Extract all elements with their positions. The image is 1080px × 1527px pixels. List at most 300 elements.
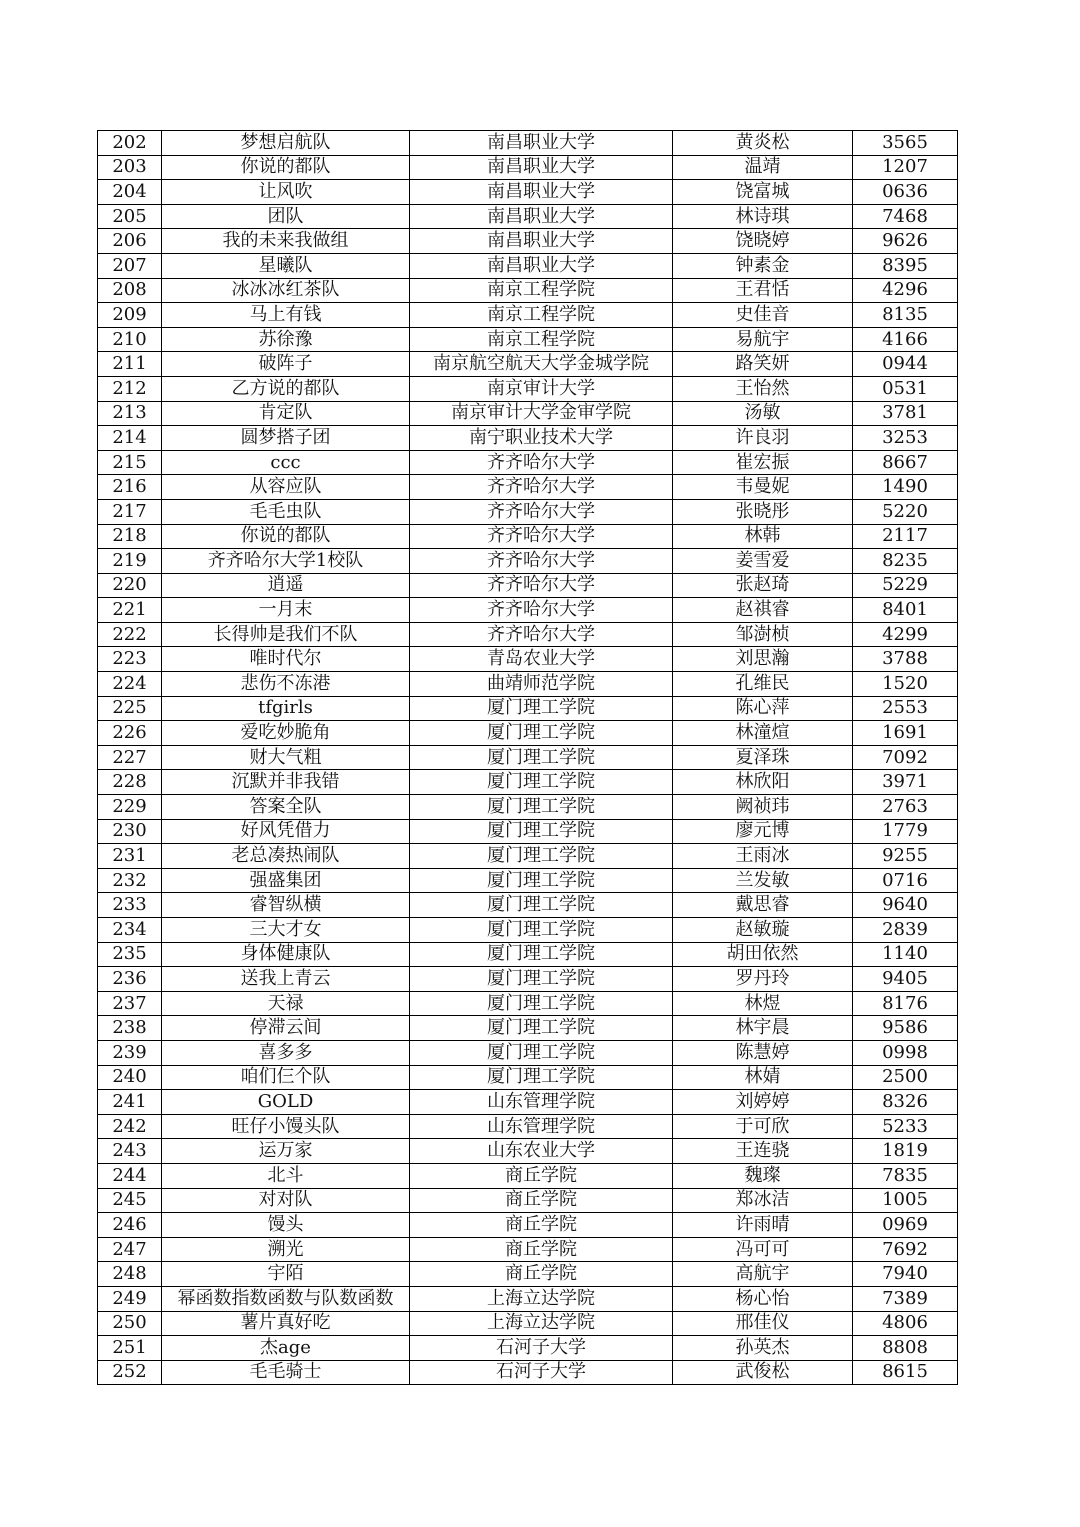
row-number-cell: 213: [98, 401, 162, 426]
school-name-cell: 山东管理学院: [410, 1090, 673, 1115]
school-name-cell: 厦门理工学院: [410, 942, 673, 967]
leader-name-cell: 王连骁: [673, 1139, 853, 1164]
team-name-cell: ccc: [162, 450, 410, 475]
code-cell: 2117: [853, 524, 958, 549]
table-row: [98, 278, 958, 303]
leader-name-cell: 杨心怡: [673, 1286, 853, 1311]
leader-name-cell: 林诗琪: [673, 204, 853, 229]
leader-name-cell: 冯可可: [673, 1237, 853, 1262]
row-number-cell: 205: [98, 204, 162, 229]
leader-name-cell: 崔宏振: [673, 450, 853, 475]
table-row: [98, 253, 958, 278]
school-name-cell: 南昌职业大学: [410, 180, 673, 205]
school-name-cell: 齐齐哈尔大学: [410, 622, 673, 647]
school-name-cell: 厦门理工学院: [410, 745, 673, 770]
row-number-cell: 233: [98, 893, 162, 918]
code-cell: 8808: [853, 1336, 958, 1361]
code-cell: 1819: [853, 1139, 958, 1164]
code-cell: 4296: [853, 278, 958, 303]
school-name-cell: 曲靖师范学院: [410, 672, 673, 697]
table-body: [98, 131, 958, 1385]
leader-name-cell: 罗丹玲: [673, 967, 853, 992]
row-number-cell: 214: [98, 426, 162, 451]
leader-name-cell: 黄炎松: [673, 131, 853, 156]
code-cell: 3565: [853, 131, 958, 156]
school-name-cell: 南昌职业大学: [410, 229, 673, 254]
leader-name-cell: 张赵琦: [673, 573, 853, 598]
team-name-cell: 一月末: [162, 598, 410, 623]
row-number-cell: 216: [98, 475, 162, 500]
row-number-cell: 202: [98, 131, 162, 156]
leader-name-cell: 于可欣: [673, 1114, 853, 1139]
school-name-cell: 厦门理工学院: [410, 721, 673, 746]
table-row: [98, 795, 958, 820]
team-name-cell: 咱们仨个队: [162, 1065, 410, 1090]
code-cell: 9255: [853, 844, 958, 869]
table-row: [98, 819, 958, 844]
table-row: [98, 967, 958, 992]
team-name-cell: 唯时代尔: [162, 647, 410, 672]
code-cell: 4299: [853, 622, 958, 647]
row-number-cell: 231: [98, 844, 162, 869]
team-name-cell: 幂函数指数函数与队数函数: [162, 1286, 410, 1311]
leader-name-cell: 林欣阳: [673, 770, 853, 795]
row-number-cell: 250: [98, 1311, 162, 1336]
leader-name-cell: 张晓彤: [673, 499, 853, 524]
results-table: [97, 130, 958, 1385]
leader-name-cell: 戴思睿: [673, 893, 853, 918]
school-name-cell: 厦门理工学院: [410, 844, 673, 869]
table-row: [98, 450, 958, 475]
school-name-cell: 齐齐哈尔大学: [410, 598, 673, 623]
row-number-cell: 203: [98, 155, 162, 180]
leader-name-cell: 陈慧婷: [673, 1040, 853, 1065]
table-row: [98, 327, 958, 352]
table-row: [98, 1114, 958, 1139]
team-name-cell: 杰age: [162, 1336, 410, 1361]
team-name-cell: 财大气粗: [162, 745, 410, 770]
row-number-cell: 220: [98, 573, 162, 598]
leader-name-cell: 陈心萍: [673, 696, 853, 721]
table-row: [98, 549, 958, 574]
leader-name-cell: 阙祯玮: [673, 795, 853, 820]
code-cell: 2553: [853, 696, 958, 721]
row-number-cell: 219: [98, 549, 162, 574]
row-number-cell: 227: [98, 745, 162, 770]
code-cell: 0998: [853, 1040, 958, 1065]
leader-name-cell: 赵敏璇: [673, 918, 853, 943]
team-name-cell: 溯光: [162, 1237, 410, 1262]
team-name-cell: 强盛集团: [162, 868, 410, 893]
code-cell: 5220: [853, 499, 958, 524]
row-number-cell: 206: [98, 229, 162, 254]
code-cell: 0944: [853, 352, 958, 377]
row-number-cell: 209: [98, 303, 162, 328]
school-name-cell: 齐齐哈尔大学: [410, 499, 673, 524]
table-row: [98, 499, 958, 524]
team-name-cell: 旺仔小馒头队: [162, 1114, 410, 1139]
leader-name-cell: 钟素金: [673, 253, 853, 278]
leader-name-cell: 孙英杰: [673, 1336, 853, 1361]
team-name-cell: 梦想启航队: [162, 131, 410, 156]
table-row: [98, 1336, 958, 1361]
row-number-cell: 228: [98, 770, 162, 795]
team-name-cell: 星曦队: [162, 253, 410, 278]
team-name-cell: tfgirls: [162, 696, 410, 721]
table-row: [98, 893, 958, 918]
leader-name-cell: 胡田依然: [673, 942, 853, 967]
table-row: [98, 1311, 958, 1336]
leader-name-cell: 路笑妍: [673, 352, 853, 377]
school-name-cell: 齐齐哈尔大学: [410, 450, 673, 475]
row-number-cell: 232: [98, 868, 162, 893]
school-name-cell: 石河子大学: [410, 1360, 673, 1385]
code-cell: 3971: [853, 770, 958, 795]
table-row: [98, 352, 958, 377]
team-name-cell: GOLD: [162, 1090, 410, 1115]
school-name-cell: 商丘学院: [410, 1262, 673, 1287]
code-cell: 8326: [853, 1090, 958, 1115]
row-number-cell: 238: [98, 1016, 162, 1041]
school-name-cell: 厦门理工学院: [410, 696, 673, 721]
leader-name-cell: 史佳音: [673, 303, 853, 328]
team-name-cell: 身体健康队: [162, 942, 410, 967]
team-name-cell: 对对队: [162, 1188, 410, 1213]
leader-name-cell: 邹澍桢: [673, 622, 853, 647]
leader-name-cell: 王怡然: [673, 376, 853, 401]
table-row: [98, 622, 958, 647]
team-name-cell: 天禄: [162, 991, 410, 1016]
code-cell: 8395: [853, 253, 958, 278]
row-number-cell: 247: [98, 1237, 162, 1262]
row-number-cell: 237: [98, 991, 162, 1016]
team-name-cell: 薯片真好吃: [162, 1311, 410, 1336]
code-cell: 2763: [853, 795, 958, 820]
code-cell: 3253: [853, 426, 958, 451]
team-name-cell: 北斗: [162, 1163, 410, 1188]
row-number-cell: 242: [98, 1114, 162, 1139]
code-cell: 1691: [853, 721, 958, 746]
team-name-cell: 冰冰冰红茶队: [162, 278, 410, 303]
team-name-cell: 苏徐豫: [162, 327, 410, 352]
code-cell: 1490: [853, 475, 958, 500]
team-name-cell: 宇陌: [162, 1262, 410, 1287]
code-cell: 2500: [853, 1065, 958, 1090]
school-name-cell: 南昌职业大学: [410, 204, 673, 229]
row-number-cell: 224: [98, 672, 162, 697]
team-name-cell: 喜多多: [162, 1040, 410, 1065]
row-number-cell: 226: [98, 721, 162, 746]
team-name-cell: 长得帅是我们不队: [162, 622, 410, 647]
row-number-cell: 245: [98, 1188, 162, 1213]
code-cell: 1140: [853, 942, 958, 967]
team-name-cell: 停滞云间: [162, 1016, 410, 1041]
row-number-cell: 212: [98, 376, 162, 401]
school-name-cell: 上海立达学院: [410, 1311, 673, 1336]
school-name-cell: 厦门理工学院: [410, 1065, 673, 1090]
team-name-cell: 睿智纵横: [162, 893, 410, 918]
school-name-cell: 齐齐哈尔大学: [410, 573, 673, 598]
school-name-cell: 厦门理工学院: [410, 918, 673, 943]
team-name-cell: 肯定队: [162, 401, 410, 426]
leader-name-cell: 廖元博: [673, 819, 853, 844]
row-number-cell: 210: [98, 327, 162, 352]
team-name-cell: 破阵子: [162, 352, 410, 377]
row-number-cell: 241: [98, 1090, 162, 1115]
team-name-cell: 馒头: [162, 1213, 410, 1238]
row-number-cell: 234: [98, 918, 162, 943]
row-number-cell: 221: [98, 598, 162, 623]
table-row: [98, 1262, 958, 1287]
row-number-cell: 218: [98, 524, 162, 549]
leader-name-cell: 林婧: [673, 1065, 853, 1090]
table-row: [98, 770, 958, 795]
code-cell: 9626: [853, 229, 958, 254]
row-number-cell: 225: [98, 696, 162, 721]
leader-name-cell: 林韩: [673, 524, 853, 549]
leader-name-cell: 魏璨: [673, 1163, 853, 1188]
table-row: [98, 942, 958, 967]
row-number-cell: 236: [98, 967, 162, 992]
leader-name-cell: 武俊松: [673, 1360, 853, 1385]
team-name-cell: 悲伤不冻港: [162, 672, 410, 697]
leader-name-cell: 林潼煊: [673, 721, 853, 746]
school-name-cell: 上海立达学院: [410, 1286, 673, 1311]
school-name-cell: 南京工程学院: [410, 327, 673, 352]
table-row: [98, 647, 958, 672]
table-row: [98, 1163, 958, 1188]
row-number-cell: 204: [98, 180, 162, 205]
row-number-cell: 244: [98, 1163, 162, 1188]
code-cell: 3781: [853, 401, 958, 426]
code-cell: 1207: [853, 155, 958, 180]
school-name-cell: 南京工程学院: [410, 303, 673, 328]
school-name-cell: 石河子大学: [410, 1336, 673, 1361]
code-cell: 7389: [853, 1286, 958, 1311]
leader-name-cell: 赵祺睿: [673, 598, 853, 623]
team-name-cell: 沉默并非我错: [162, 770, 410, 795]
table-row: [98, 745, 958, 770]
team-name-cell: 毛毛虫队: [162, 499, 410, 524]
code-cell: 8235: [853, 549, 958, 574]
row-number-cell: 239: [98, 1040, 162, 1065]
row-number-cell: 248: [98, 1262, 162, 1287]
leader-name-cell: 许雨晴: [673, 1213, 853, 1238]
table-row: [98, 844, 958, 869]
table-row: [98, 1213, 958, 1238]
table-row: [98, 1090, 958, 1115]
table-row: [98, 868, 958, 893]
table-row: [98, 1360, 958, 1385]
row-number-cell: 215: [98, 450, 162, 475]
code-cell: 8401: [853, 598, 958, 623]
team-name-cell: 马上有钱: [162, 303, 410, 328]
row-number-cell: 211: [98, 352, 162, 377]
team-name-cell: 毛毛骑士: [162, 1360, 410, 1385]
table-row: [98, 1016, 958, 1041]
school-name-cell: 齐齐哈尔大学: [410, 549, 673, 574]
code-cell: 7835: [853, 1163, 958, 1188]
code-cell: 1779: [853, 819, 958, 844]
row-number-cell: 249: [98, 1286, 162, 1311]
code-cell: 4806: [853, 1311, 958, 1336]
row-number-cell: 251: [98, 1336, 162, 1361]
code-cell: 0531: [853, 376, 958, 401]
code-cell: 1520: [853, 672, 958, 697]
table-row: [98, 204, 958, 229]
leader-name-cell: 王君恬: [673, 278, 853, 303]
table-row: [98, 155, 958, 180]
code-cell: 5233: [853, 1114, 958, 1139]
row-number-cell: 217: [98, 499, 162, 524]
school-name-cell: 商丘学院: [410, 1213, 673, 1238]
team-name-cell: 运万家: [162, 1139, 410, 1164]
team-name-cell: 答案全队: [162, 795, 410, 820]
school-name-cell: 齐齐哈尔大学: [410, 475, 673, 500]
row-number-cell: 240: [98, 1065, 162, 1090]
school-name-cell: 厦门理工学院: [410, 967, 673, 992]
row-number-cell: 207: [98, 253, 162, 278]
code-cell: 7468: [853, 204, 958, 229]
table-row: [98, 672, 958, 697]
leader-name-cell: 刘思瀚: [673, 647, 853, 672]
school-name-cell: 齐齐哈尔大学: [410, 524, 673, 549]
code-cell: 8176: [853, 991, 958, 1016]
school-name-cell: 商丘学院: [410, 1163, 673, 1188]
school-name-cell: 厦门理工学院: [410, 868, 673, 893]
team-name-cell: 我的未来我做组: [162, 229, 410, 254]
school-name-cell: 厦门理工学院: [410, 1016, 673, 1041]
row-number-cell: 235: [98, 942, 162, 967]
leader-name-cell: 高航宇: [673, 1262, 853, 1287]
leader-name-cell: 姜雪爱: [673, 549, 853, 574]
code-cell: 7940: [853, 1262, 958, 1287]
school-name-cell: 南宁职业技术大学: [410, 426, 673, 451]
leader-name-cell: 孔维民: [673, 672, 853, 697]
code-cell: 5229: [853, 573, 958, 598]
code-cell: 9405: [853, 967, 958, 992]
school-name-cell: 厦门理工学院: [410, 819, 673, 844]
table-row: [98, 180, 958, 205]
school-name-cell: 厦门理工学院: [410, 893, 673, 918]
code-cell: 9586: [853, 1016, 958, 1041]
team-name-cell: 逍遥: [162, 573, 410, 598]
table-row: [98, 229, 958, 254]
school-name-cell: 南京审计大学金审学院: [410, 401, 673, 426]
code-cell: 9640: [853, 893, 958, 918]
code-cell: 2839: [853, 918, 958, 943]
code-cell: 0969: [853, 1213, 958, 1238]
table-row: [98, 991, 958, 1016]
table-row: [98, 598, 958, 623]
team-name-cell: 从容应队: [162, 475, 410, 500]
table-row: [98, 1065, 958, 1090]
code-cell: 1005: [853, 1188, 958, 1213]
team-name-cell: 你说的都队: [162, 524, 410, 549]
row-number-cell: 229: [98, 795, 162, 820]
row-number-cell: 252: [98, 1360, 162, 1385]
leader-name-cell: 林宇晨: [673, 1016, 853, 1041]
table-row: [98, 1040, 958, 1065]
table-row: [98, 696, 958, 721]
code-cell: 8135: [853, 303, 958, 328]
school-name-cell: 南昌职业大学: [410, 253, 673, 278]
leader-name-cell: 饶晓婷: [673, 229, 853, 254]
row-number-cell: 208: [98, 278, 162, 303]
row-number-cell: 223: [98, 647, 162, 672]
leader-name-cell: 温靖: [673, 155, 853, 180]
team-name-cell: 老总凑热闹队: [162, 844, 410, 869]
table-row: [98, 426, 958, 451]
team-name-cell: 你说的都队: [162, 155, 410, 180]
school-name-cell: 厦门理工学院: [410, 991, 673, 1016]
row-number-cell: 246: [98, 1213, 162, 1238]
leader-name-cell: 邢佳仪: [673, 1311, 853, 1336]
table-row: [98, 131, 958, 156]
leader-name-cell: 林煜: [673, 991, 853, 1016]
school-name-cell: 厦门理工学院: [410, 795, 673, 820]
leader-name-cell: 王雨冰: [673, 844, 853, 869]
leader-name-cell: 饶富城: [673, 180, 853, 205]
table-row: [98, 1139, 958, 1164]
school-name-cell: 南京审计大学: [410, 376, 673, 401]
row-number-cell: 222: [98, 622, 162, 647]
team-name-cell: 爱吃妙脆角: [162, 721, 410, 746]
table-row: [98, 1188, 958, 1213]
row-number-cell: 230: [98, 819, 162, 844]
school-name-cell: 南昌职业大学: [410, 155, 673, 180]
leader-name-cell: 夏泽珠: [673, 745, 853, 770]
table-row: [98, 1237, 958, 1262]
table-row: [98, 401, 958, 426]
code-cell: 8615: [853, 1360, 958, 1385]
school-name-cell: 商丘学院: [410, 1188, 673, 1213]
school-name-cell: 商丘学院: [410, 1237, 673, 1262]
leader-name-cell: 郑冰洁: [673, 1188, 853, 1213]
code-cell: 0716: [853, 868, 958, 893]
school-name-cell: 厦门理工学院: [410, 1040, 673, 1065]
team-name-cell: 团队: [162, 204, 410, 229]
team-name-cell: 好风凭借力: [162, 819, 410, 844]
team-name-cell: 圆梦搭子团: [162, 426, 410, 451]
code-cell: 3788: [853, 647, 958, 672]
table-row: [98, 376, 958, 401]
code-cell: 8667: [853, 450, 958, 475]
leader-name-cell: 易航宇: [673, 327, 853, 352]
team-name-cell: 乙方说的都队: [162, 376, 410, 401]
leader-name-cell: 韦曼妮: [673, 475, 853, 500]
school-name-cell: 南昌职业大学: [410, 131, 673, 156]
table-row: [98, 573, 958, 598]
school-name-cell: 南京工程学院: [410, 278, 673, 303]
table-row: [98, 1286, 958, 1311]
leader-name-cell: 汤敏: [673, 401, 853, 426]
school-name-cell: 青岛农业大学: [410, 647, 673, 672]
code-cell: 4166: [853, 327, 958, 352]
school-name-cell: 山东管理学院: [410, 1114, 673, 1139]
team-name-cell: 让风吹: [162, 180, 410, 205]
school-name-cell: 厦门理工学院: [410, 770, 673, 795]
team-name-cell: 送我上青云: [162, 967, 410, 992]
code-cell: 7692: [853, 1237, 958, 1262]
table-row: [98, 475, 958, 500]
table-row: [98, 918, 958, 943]
code-cell: 7092: [853, 745, 958, 770]
school-name-cell: 南京航空航天大学金城学院: [410, 352, 673, 377]
row-number-cell: 243: [98, 1139, 162, 1164]
table-row: [98, 303, 958, 328]
table-row: [98, 721, 958, 746]
